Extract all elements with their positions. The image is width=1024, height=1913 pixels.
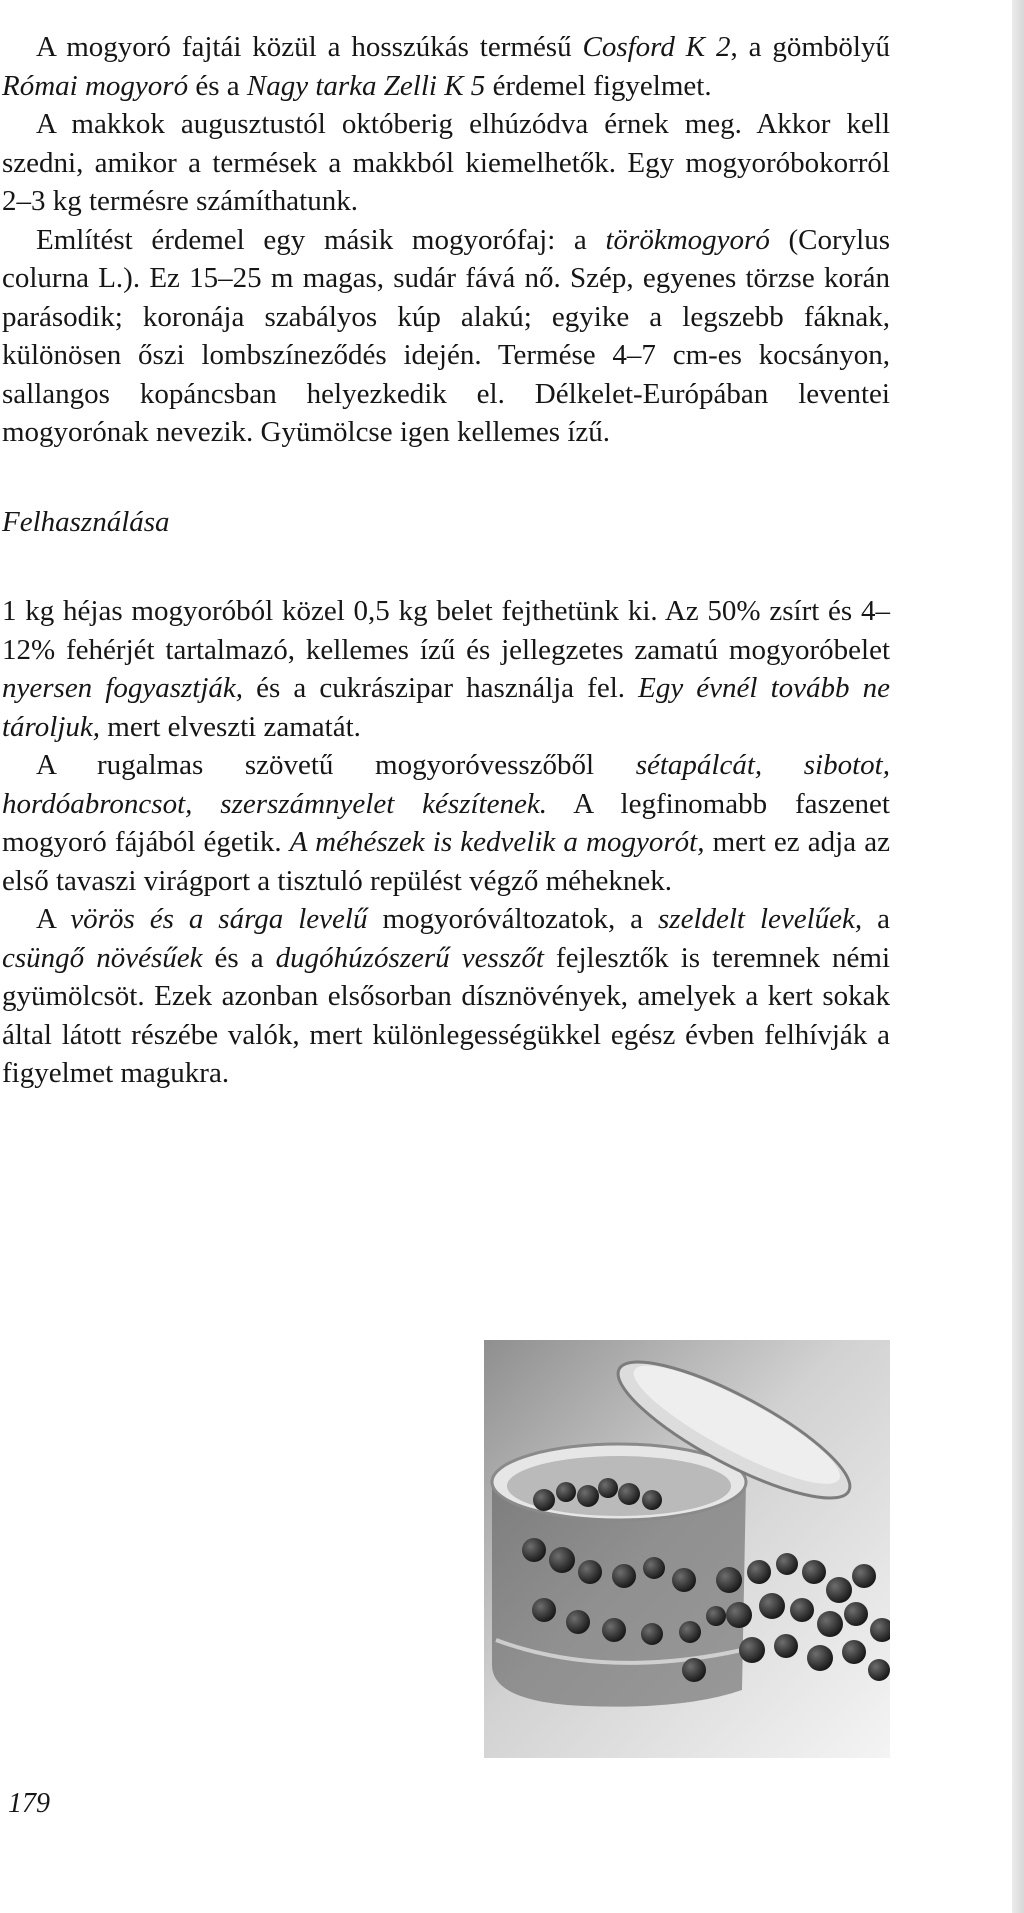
text-run-italic: sétapálcát, sibotot, hordóabroncsot, szerszámnyelet készítenek. [2, 749, 890, 820]
text-run-italic: Nagy tarka Zelli K 5 [246, 69, 486, 102]
text-run-italic: Egy évnél tovább ne tároljuk, [2, 672, 891, 743]
text-run: 1 kg héjas mogyoróból közel 0,5 kg belet fejthetünk ki. Az 50% zsírt és 4–12% fehérjét tartalmazó, kellemes ízű és jellegzetes zamatú mogyoróbelet [2, 595, 890, 666]
paragraph-turkish-hazel [2, 221, 890, 452]
text-run-italic: csüngő növésűek [2, 941, 203, 974]
text-run-italic: dugóhúzószerű vesszőt [275, 941, 544, 974]
paragraph-varieties [2, 28, 890, 105]
paragraph-ornamental [2, 900, 890, 1093]
paragraph-usage [2, 592, 890, 746]
text-run: (Corylus colurna L.). Ez 15–25 m magas, sudár fává nő. Szép, egyenes törzse korán parásodik; koronája szabályos kúp alakú; egyike a legszebb fáknak, különösen őszi lombszíneződés idején. Termése 4–7 cm-es kocsányon, sallangos kopáncsban helyezkedik el. Délkelet-Európában leventei mogyorónak nevezik. Gyümölcse igen kellemes ízű. [2, 223, 891, 448]
text-run: A [36, 903, 71, 935]
text-run: fejlesztők is teremnek némi gyümölcsöt. Ezek azonban elsősorban dísznövények, amelyek a kert sokak által látott részébe valók, mert különlegességükkel egész évben felhívják a figyelmet magukra. [2, 941, 890, 1089]
text-run: a [862, 903, 891, 935]
text-run: és a [188, 69, 247, 102]
text-run: mert elveszti zamatát. [100, 710, 361, 743]
text-run: A mogyoró fajtái közül a hosszúkás termésű [36, 31, 583, 63]
text-run: és a cukrászipar használja fel. [243, 672, 639, 704]
hazelnut-jar-photo [484, 1340, 890, 1758]
text-run-italic: törökmogyoró [605, 223, 770, 256]
section-heading: Felhasználása [2, 505, 170, 538]
paragraph-ripening: A makkok augusztustól októberig elhúzódva érnek meg. Akkor kell szedni, amikor a termések a makkból kiemelhetők. Egy mogyoróbokorról 2–3 kg termésre számíthatunk. [2, 108, 890, 217]
paragraph-wood [2, 746, 890, 900]
text-run-italic: Cosford K 2 [582, 31, 731, 63]
text-run: érdemel figyelmet. [485, 69, 712, 102]
text-run: A legfinomabb faszenet mogyoró fájából égetik. [2, 787, 890, 858]
text-run: A rugalmas szövetű mogyoróvesszőből [36, 749, 636, 781]
text-run: mogyoróváltozatok, a [367, 903, 658, 935]
page-edge [1012, 0, 1024, 1913]
page-number: 179 [8, 1788, 50, 1819]
text-column [2, 28, 890, 1093]
text-run: és a [202, 941, 276, 974]
text-run: , a gömbölyű [730, 31, 890, 63]
text-run-italic: vörös és a sárga levelű [70, 903, 368, 935]
text-run-italic: Római mogyoró [2, 69, 189, 102]
text-run: Említést érdemel egy másik mogyorófaj: a [36, 223, 606, 256]
text-run: mert ez adja az első tavaszi virágport a tisztuló repülést végző méheknek. [2, 826, 890, 897]
text-run-italic: szeldelt levelűek, [658, 903, 863, 935]
text-run-italic: nyersen fogyasztják, [2, 672, 244, 704]
text-run-italic: A méhészek is kedvelik a mogyorót, [289, 826, 705, 858]
